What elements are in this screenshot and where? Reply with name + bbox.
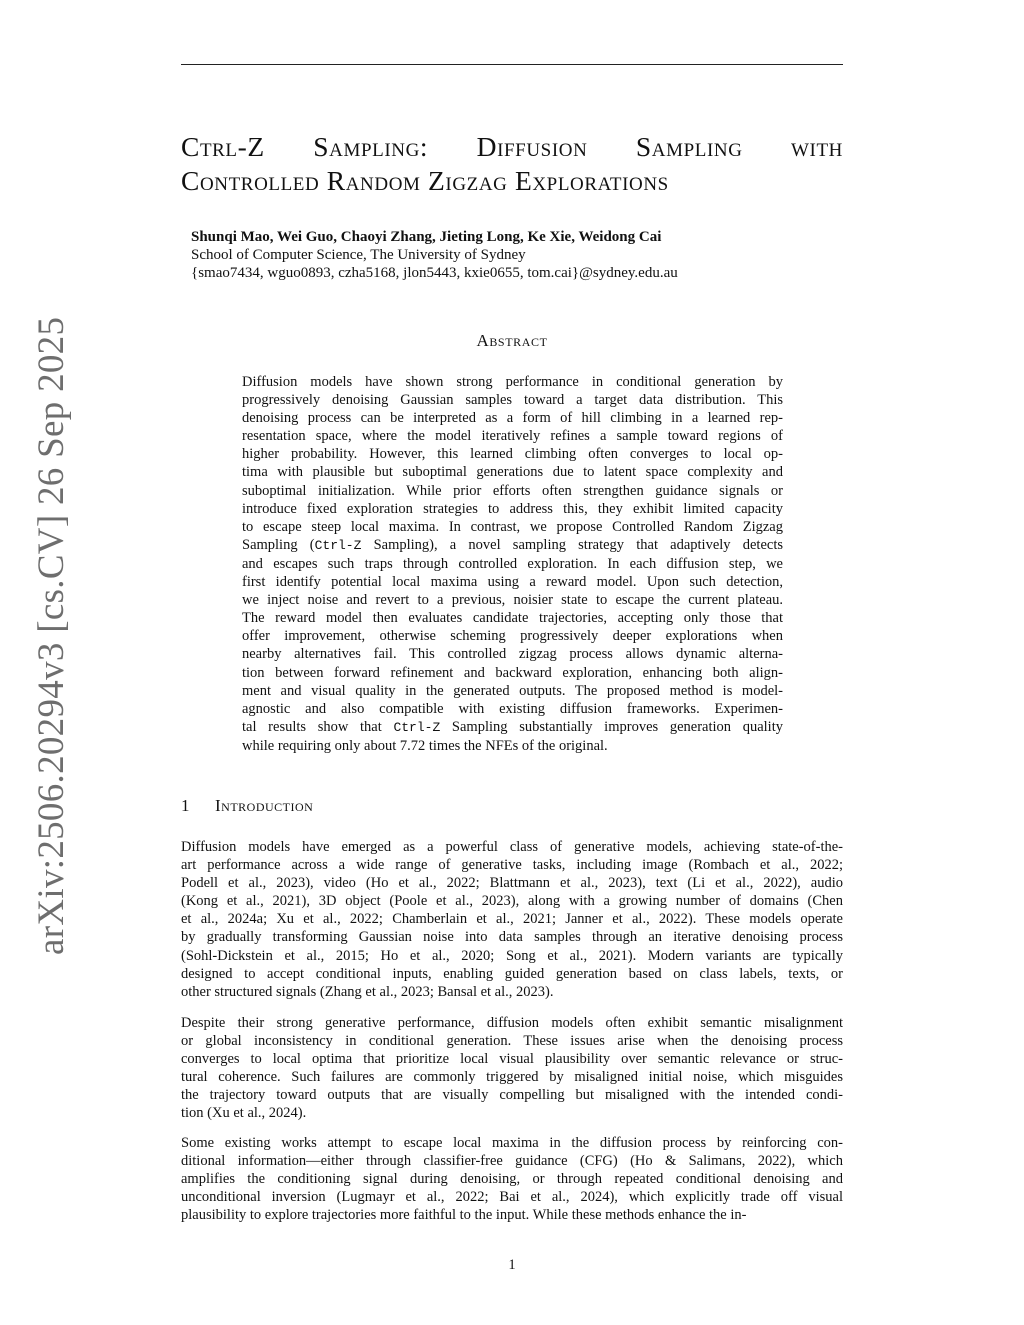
title-line-1: Ctrl-Z Sampling: Diffusion Sampling with [181, 131, 843, 162]
abstract-line: introduce fixed exploration strategies to address this, they exhibit limited capacity [242, 500, 783, 517]
intro-paragraph-2 [181, 1014, 843, 1123]
abstract-line: we inject noise and revert to a previous, noisier state to escape the current plateau. [242, 592, 783, 609]
paragraph-line: amplifies the conditioning signal during denoising, or through repeated conditional denoising and [181, 1171, 843, 1188]
abstract-line: while requiring only about 7.72 times the NFEs of the original. [242, 737, 608, 754]
abstract-body [242, 373, 783, 755]
top-rule [181, 64, 843, 65]
abstract-line: agnostic and also compatible with existing diffusion frameworks. Experimen- [242, 700, 783, 717]
paragraph-line: or global inconsistency in conditional generation. These issues arise when the denoising process [181, 1033, 843, 1050]
line-text: Sampling ( [242, 536, 315, 553]
author-affiliation: School of Computer Science, The University of Sydney [191, 247, 526, 263]
paragraph-line: other structured signals (Zhang et al., 2023; Bansal et al., 2023). [181, 983, 554, 1000]
paragraph-line: Podell et al., 2023), video (Ho et al., 2022; Blattmann et al., 2023), text (Li et al., 2022), audio [181, 875, 843, 892]
abstract-line: higher probability. However, this learned climbing often converges to local op- [242, 446, 783, 463]
section-title: Introduction [215, 796, 314, 815]
paragraph-line: Some existing works attempt to escape local maxima in the diffusion process by reinforcing con- [181, 1135, 843, 1151]
paragraph-line: tion (Xu et al., 2024). [181, 1105, 307, 1122]
paragraph-line: Despite their strong generative performance, diffusion models often exhibit semantic misalignment [181, 1015, 843, 1031]
arxiv-identifier-stamp: arXiv:2506.20294v3 [cs.CV] 26 Sep 2025 [31, 316, 72, 955]
abstract-line: to escape steep local maxima. In contrast, we propose Controlled Random Zigzag [242, 518, 783, 535]
author-names: Shunqi Mao, Wei Guo, Chaoyi Zhang, Jieting Long, Ke Xie, Weidong Cai [191, 229, 662, 245]
abstract-line: progressively denoising Gaussian samples toward a target data distribution. This [242, 392, 783, 409]
paragraph-line: Diffusion models have emerged as a powerful class of generative models, achieving state-of-the- [181, 839, 843, 855]
abstract-line: first identify potential local maxima using a reward model. Upon such detection, [242, 574, 783, 591]
author-block [191, 228, 678, 282]
abstract-line [242, 718, 783, 737]
paragraph-line: (Sohl-Dickstein et al., 2015; Ho et al., 2020; Song et al., 2021). Modern variants are typically [181, 947, 843, 964]
method-name-code: Ctrl-Z [314, 537, 362, 553]
paragraph-line: et al., 2024a; Xu et al., 2022; Chamberlain et al., 2021; Janner et al., 2022). These models operate [181, 911, 843, 928]
abstract-line: tima with plausible but suboptimal generations due to latent space complexity and [242, 464, 783, 481]
paper-title [181, 130, 843, 198]
paragraph-line: designed to accept conditional inputs, enabling guided generation based on class labels, texts, or [181, 965, 843, 982]
page-number: 1 [508, 1257, 516, 1273]
section-heading [181, 796, 313, 816]
method-name-code: Ctrl-Z [393, 719, 441, 735]
abstract-line: and escapes such traps through controlled exploration. In each diffusion step, we [242, 555, 783, 572]
abstract-line: offer improvement, otherwise scheming progressively deeper explorations when [242, 628, 783, 645]
intro-paragraph-3 [181, 1134, 843, 1224]
line-text: tal results show that [242, 718, 394, 735]
paragraph-line: the trajectory toward outputs that are visually compelling but misaligned with the intended condi- [181, 1087, 843, 1104]
paragraph-line: by gradually transforming Gaussian noise into data samples through an iterative denoising process [181, 929, 843, 946]
abstract-line: ment and visual quality in the generated outputs. The proposed method is model- [242, 682, 783, 699]
abstract-heading: Abstract [476, 331, 548, 350]
abstract-line: resentation space, where the model iteratively refines a sample toward regions of [242, 428, 783, 445]
title-line-2: Controlled Random Zigzag Explorations [181, 165, 669, 196]
paragraph-line: (Kong et al., 2021), 3D object (Poole et al., 2023), along with a growing number of domains (Chen [181, 893, 843, 910]
paragraph-line: unconditional inversion (Lugmayr et al., 2022; Bai et al., 2024), which explicitly trade off visual [181, 1189, 843, 1206]
abstract-line [242, 536, 783, 555]
abstract-line: nearby alternatives fail. This controlled zigzag process allows dynamic alterna- [242, 646, 783, 663]
paragraph-line: art performance across a wide range of generative tasks, including image (Rombach et al., 2022; [181, 857, 843, 874]
line-text: Sampling substantially improves generation quality [440, 718, 783, 735]
paragraph-line: ditional information—either through classifier-free guidance (CFG) (Ho & Salimans, 2022), which [181, 1153, 843, 1170]
abstract-line: The reward model then evaluates candidate trajectories, accepting only those that [242, 610, 783, 627]
abstract-line: tion between forward refinement and backward exploration, enhancing both align- [242, 664, 783, 681]
abstract-line: Diffusion models have shown strong performance in conditional generation by [242, 374, 783, 390]
author-emails: {smao7434, wguo0893, czha5168, jlon5443, kxie0655, tom.cai}@sydney.edu.au [191, 265, 678, 281]
paragraph-line: plausibility to explore trajectories more faithful to the input. While these methods enhance the in- [181, 1207, 747, 1224]
section-number: 1 [181, 796, 190, 815]
paragraph-line: converges to local optima that prioritize local visual plausibility over semantic relevance or struc- [181, 1051, 843, 1068]
abstract-line: suboptimal initialization. While prior efforts often strengthen guidance signals or [242, 482, 783, 499]
abstract-line: denoising process can be interpreted as a form of hill climbing in a learned rep- [242, 410, 783, 427]
intro-paragraph-1 [181, 838, 843, 1001]
line-text: Sampling), a novel sampling strategy that adaptively detects [361, 536, 783, 553]
paragraph-line: tural coherence. Such failures are commonly triggered by misaligned initial noise, which misguides [181, 1069, 843, 1086]
